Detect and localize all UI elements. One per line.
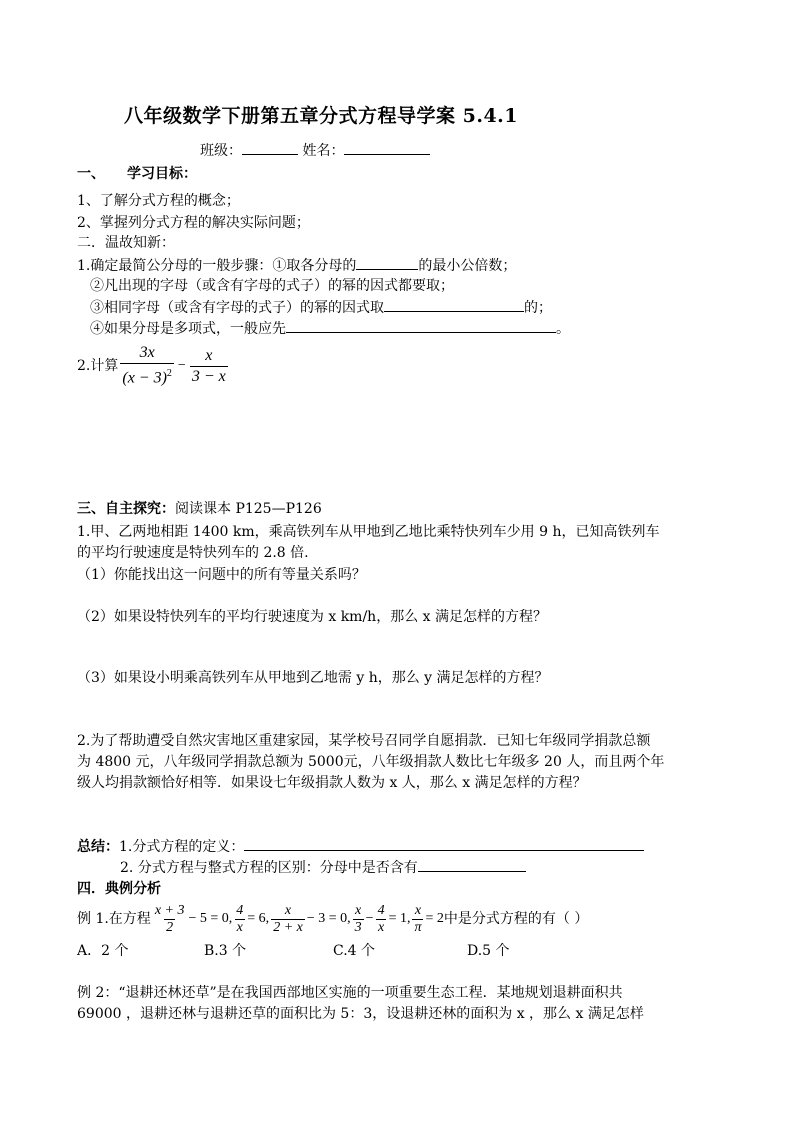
review-q1-b: ②凡出现的字母（或含有字母的式子）的幂的因式都要取； [90,278,454,294]
example1-suffix: 中是分式方程的有（ ） [443,911,589,927]
section3-reading: 阅读课本 P125—P126 [175,501,322,517]
summary-item1-text: 1.分式方程的定义： [119,839,245,855]
eq1-rest: − 5 = 0, [188,911,233,926]
eq4-minus: − [365,911,374,926]
fraction-x-over-3-minus-x [190,346,228,387]
review-q1-blank[interactable] [356,255,418,270]
fraction-numerator: x [355,902,362,918]
review-q1-c-text: ③相同字母（或含有字母的式子）的幂的因式取 [90,300,384,316]
review-q1 [77,255,516,276]
summary-label: 总结： [77,839,119,855]
eq4-rest: = 1, [388,911,411,926]
review-q1-suffix: 的最小公倍数； [418,258,517,274]
problem2-line2: 为 4800 元，八年级同学捐款总额为 5000元，八年级捐款人数比七年级多 20 人，而且两个年 [77,754,665,770]
fraction-numerator: x [205,346,213,364]
objective-1: 1、了解分式方程的概念； [77,193,240,209]
fraction-denominator: x [236,919,243,935]
example1 [77,899,588,939]
eq2-fraction [234,903,245,936]
eq4b-fraction [376,903,387,936]
example1-prefix: 例 1.在方程 [77,911,151,927]
denominator-exponent: 2 [166,368,172,380]
fraction-denominator: π [414,919,422,935]
option-a[interactable]: A．2 个 [77,943,129,959]
section1-title: 学习目标： [127,166,197,182]
summary-item2-text: 2. 分式方程与整式方程的区别：分母中是否含有 [120,860,418,876]
name-blank[interactable] [344,140,430,155]
fraction-numerator: x + 3 [154,902,185,918]
problem1-question1: （1）你能找出这一问题中的所有等量关系吗？ [77,567,366,583]
eq5-rest: = 2 [425,911,444,926]
eq3-fraction [271,903,305,936]
review-q2 [77,344,230,388]
objective-2: 2、掌握列分式方程的解决实际问题； [77,215,310,231]
fraction-denominator: 3 − x [191,367,226,385]
summary-item2-blank[interactable] [418,857,526,872]
problem1-question2: （2）如果设特快列车的平均行驶速度为 x km/h，那么 x 满足怎样的方程？ [77,609,547,625]
review-q2-label: 2.计算 [77,358,119,374]
eq3-rest: − 3 = 0, [306,911,351,926]
section4-heading: 四．典例分析 [77,881,161,897]
review-q1-d [90,318,570,339]
review-q1-text: 1.确定最简公分母的一般步骤：①取各分母的 [77,258,357,274]
problem1-question3: （3）如果设小明乘高铁列车从甲地到乙地需 y h，那么 y 满足怎样的方程？ [77,670,549,686]
option-c[interactable]: C.4 个 [333,943,376,959]
problem1-line1: 1.甲、乙两地相距 1400 km，乘高铁列车从甲地到乙地比乘特快列车少用 9 h，已知高铁列车 [77,524,660,540]
summary-item1-blank[interactable] [244,836,644,851]
option-d[interactable]: D.5 个 [467,943,510,959]
problem2-line3: 级人均捐款额恰好相等．如果设七年级捐款人数为 x 人，那么 x 满足怎样的方程？ [77,775,587,791]
eq4a-fraction [353,903,364,936]
review-q1-d-text: ④如果分母是多项式，一般应先 [90,321,286,337]
example2-line2: 69000 ，退耕还林与退耕还草的面积比为 5：3，设退耕还林的面积为 x ，那么 x 满足怎样 [77,1006,644,1022]
section1-heading [77,164,197,184]
class-label: 班级： [200,143,242,159]
section1-number: 一、 [77,166,105,182]
section2-heading: 二．温故知新： [77,235,175,251]
page-title: 八年级数学下册第五章分式方程导学案 5.4.1 [124,105,519,127]
fraction-denominator: 3 [354,919,362,935]
review-q1-c-blank[interactable] [384,297,524,312]
eq5-fraction [412,903,423,936]
minus-operator: − [177,358,186,373]
fraction-denominator [120,363,174,388]
eq1-fraction [153,903,187,936]
fraction-numerator: x [414,902,422,918]
summary-item1 [77,836,644,857]
denominator-base: (x − 3) [122,369,167,387]
fraction-denominator: 2 [166,919,174,935]
fraction-numerator: 4 [236,902,244,918]
summary-item2 [120,857,526,878]
review-q1-c [90,297,552,318]
name-label: 姓名： [302,143,345,159]
review-q1-d-suffix: 。 [556,321,570,337]
class-blank[interactable] [242,140,298,155]
fraction-numerator: x [284,902,292,918]
example2-line1: 例 2：“退耕还林还草”是在我国西部地区实施的一项重要生态工程．某地规划退耕面积共 [77,985,623,1001]
class-name-line [200,140,430,161]
section3-heading [77,499,322,519]
problem2-line1: 2.为了帮助遭受自然灾害地区重建家园，某学校号召同学自愿捐款．已知七年级同学捐款总额 [77,733,651,749]
problem1-line2: 的平均行驶速度是特快列车的 2.8 倍. [77,545,309,561]
fraction-numerator: 4 [377,902,385,918]
fraction-numerator: 3x [139,344,155,362]
review-q1-d-blank[interactable] [286,318,556,333]
fraction-denominator: 2 + x [273,919,303,935]
fraction-denominator: x [377,919,385,935]
option-b[interactable]: B.3 个 [204,943,247,959]
fraction-3x-over-x-minus-3-squared [120,343,174,388]
eq2-rest: = 6, [247,911,270,926]
review-q1-c-suffix: 的； [524,300,552,316]
section3-title: 三、自主探究： [77,501,175,517]
